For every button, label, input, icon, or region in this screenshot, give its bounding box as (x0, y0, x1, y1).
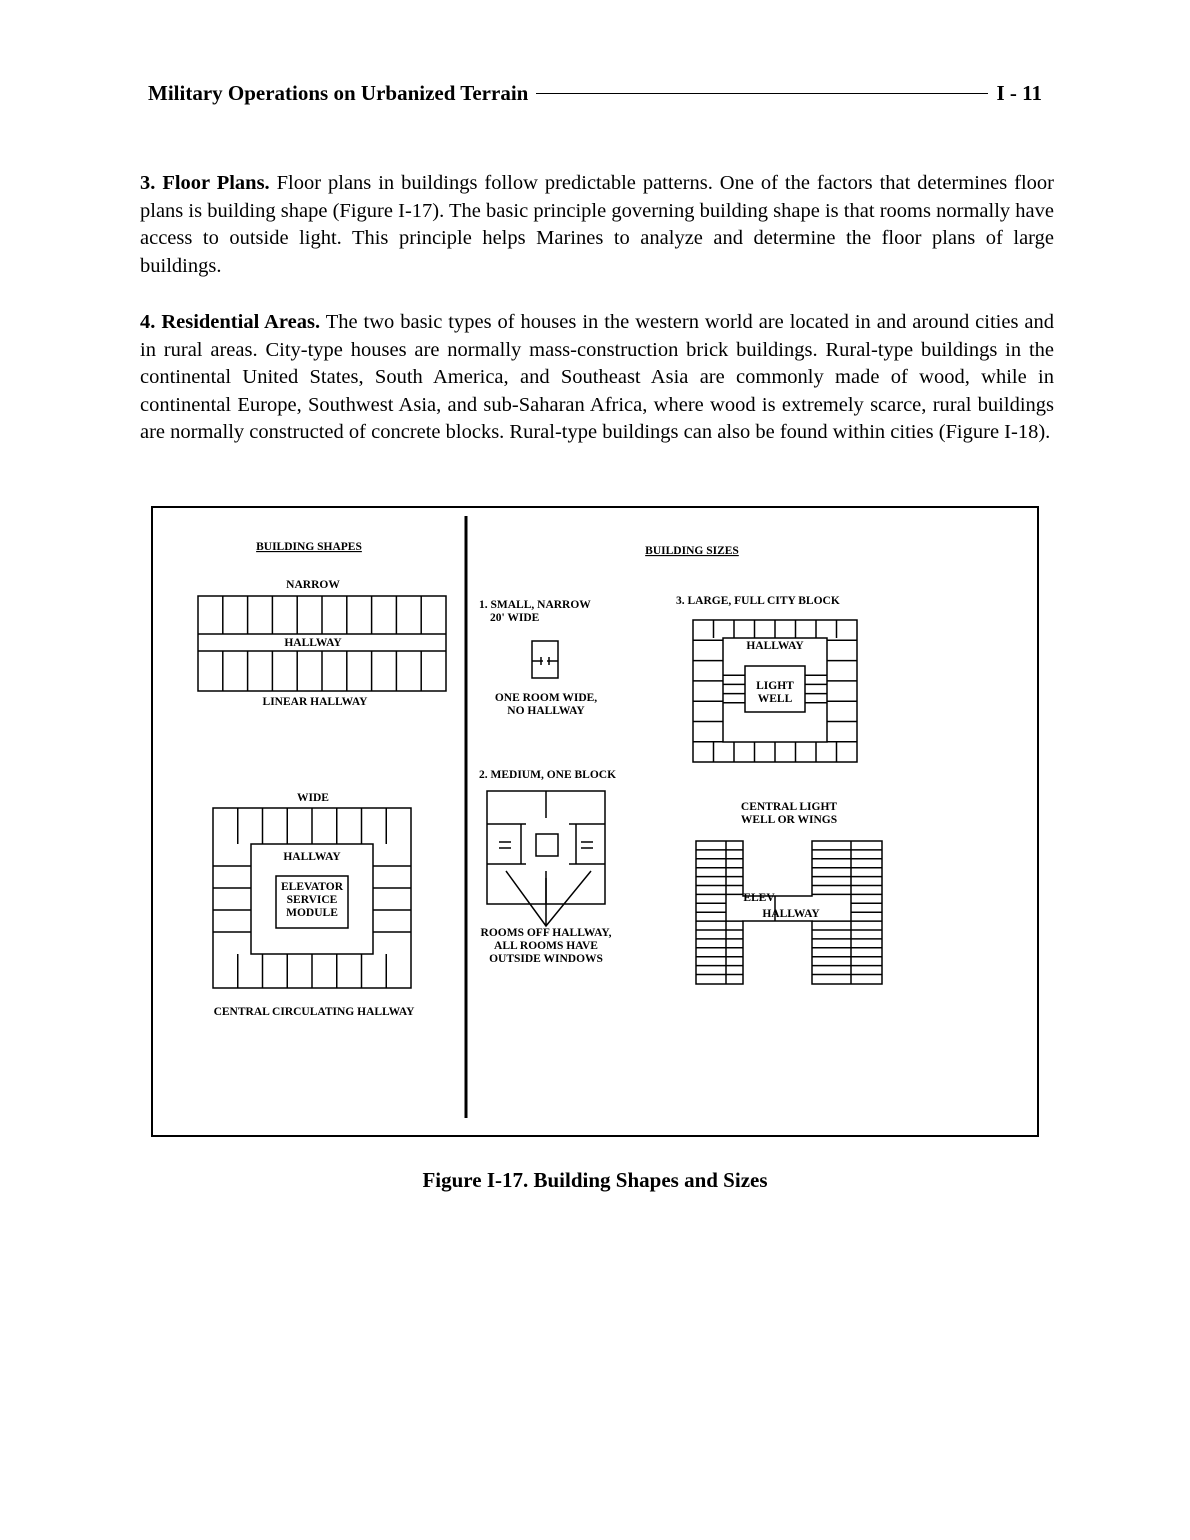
central-circulating-label: CENTRAL CIRCULATING HALLWAY (213, 1006, 415, 1018)
section-body: The two basic types of houses in the western world are located in and around cities and in rural areas. City-type houses are normally mass-construction brick buildings. Rural-type buildings in the continental United States, South America, and Southeast Asia are commonly made of wood, while in continental Europe, Southwest Asia, and sub-Saharan Africa, where wood is extremely scarce, rural buildings are normally constructed of concrete blocks. Rural-type buildings can also be found within cities (Figure I-18). (140, 311, 1054, 443)
small-narrow-label: 1. SMALL, NARROW (479, 599, 591, 611)
section-heading: 4. Residential Areas. (140, 311, 321, 333)
narrow-label: NARROW (286, 579, 340, 591)
rooms-off-hallway-label: ROOMS OFF HALLWAY, (480, 927, 612, 939)
wide-label: WIDE (297, 792, 329, 804)
twenty-wide-label: 20' WIDE (490, 612, 540, 624)
sizes-title: BUILDING SIZES (645, 545, 739, 557)
hallway-label: HALLWAY (283, 851, 341, 863)
hallway-label: HALLWAY (284, 637, 342, 649)
outside-windows-label: OUTSIDE WINDOWS (489, 953, 603, 965)
figure-building-shapes-sizes (151, 506, 1039, 1137)
running-header (148, 78, 1042, 108)
figure-caption: Figure I-17. Building Shapes and Sizes (422, 1168, 768, 1192)
one-room-wide-label: ONE ROOM WIDE, (494, 692, 598, 704)
figure-drawing (151, 506, 1039, 1137)
section-body: Floor plans in buildings follow predictable patterns. One of the factors that determines floor plans is building shape (Figure I-17). The basic principle governing building shape is that rooms normally have access to outside light. This principle helps Marines to analyze and determine the floor plans of large buildings. (140, 172, 1055, 277)
medium-one-block-label: 2. MEDIUM, ONE BLOCK (479, 769, 617, 781)
hallway-label: HALLWAY (762, 908, 820, 920)
well-label: WELL (757, 693, 793, 705)
all-rooms-label: ALL ROOMS HAVE (494, 940, 598, 952)
medium-block-plan (487, 791, 605, 926)
light-label: LIGHT (756, 680, 794, 692)
large-city-block-label: 3. LARGE, FULL CITY BLOCK (676, 595, 840, 607)
header-title: Military Operations on Urbanized Terrain (148, 80, 529, 105)
header-rule (536, 93, 988, 94)
figure-frame (152, 507, 1038, 1136)
module-label: MODULE (286, 907, 338, 919)
paragraph-floor-plans (140, 170, 1054, 280)
page-number: I - 11 (996, 80, 1042, 105)
section-heading: 3. Floor Plans. (140, 172, 270, 194)
small-narrow-plan (532, 641, 558, 678)
no-hallway-label: NO HALLWAY (507, 705, 585, 717)
well-or-wings-label: WELL OR WINGS (740, 814, 838, 826)
elevator-label: ELEVATOR (281, 881, 343, 893)
shapes-title: BUILDING SHAPES (256, 541, 362, 553)
linear-hallway-label: LINEAR HALLWAY (262, 696, 368, 708)
central-light-label: CENTRAL LIGHT (740, 801, 838, 813)
hallway-label: HALLWAY (746, 640, 804, 652)
service-label: SERVICE (286, 894, 338, 906)
paragraph-residential-areas (140, 309, 1054, 447)
elev-label: ELEV (743, 892, 775, 904)
